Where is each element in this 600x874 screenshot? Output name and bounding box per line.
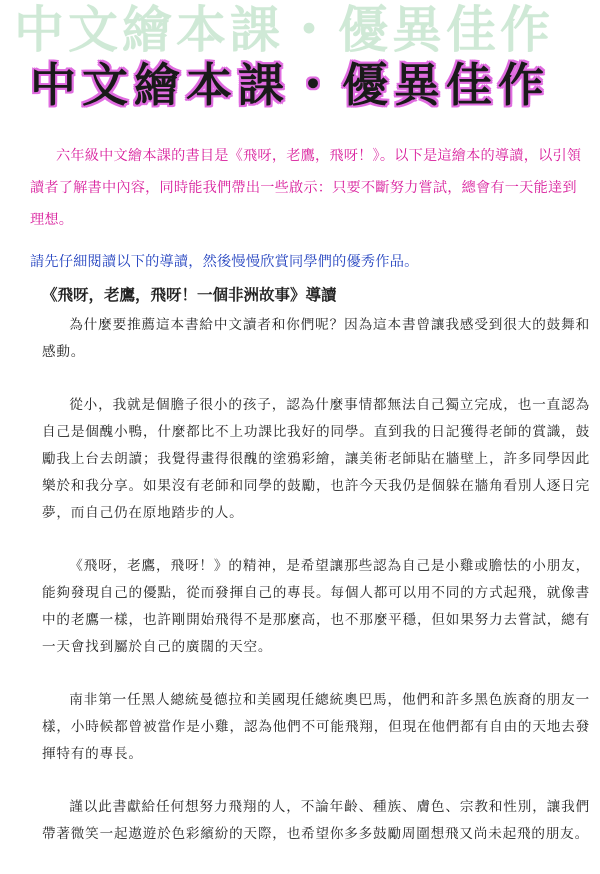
intro-text: 六年級中文繪本課的書目是《飛呀，老鷹，飛呀！》。以下是這繪本的導讀，以引領讀者了解書中內容，同時能我們帶出一些啟示：只要不斷努力嘗試，總會有一天能達到理想。	[30, 148, 582, 228]
guide-title: 《飛呀，老鷹，飛呀！一個非洲故事》導讀	[42, 285, 337, 304]
intro-paragraph	[30, 140, 590, 236]
guide-paragraph: 為什麼要推薦這本書給中文讀者和你們呢？因為這本書曾讓我感受到很大的鼓舞和感動。	[42, 317, 590, 360]
page-title: 中文繪本課・優異佳作	[30, 58, 550, 112]
guide-paragraph: 《飛呀，老鷹，飛呀！》的精神，是希望讓那些認為自己是小雞或膽怯的小朋友，能夠發現自己的優點，從而發揮自己的專長。每個人都可以用不同的方式起飛，就像書中的老鷹一樣，也許剛開始飛得不是那麼高，也不那麼平穩，但如果努力去嘗試，總有一天會找到屬於自己的廣闊的天空。	[42, 558, 590, 655]
reading-guide	[22, 282, 590, 874]
guide-paragraph: 南非第一任黑人總統曼德拉和美國現任總統奧巴馬，他們和許多黑色族裔的朋友一樣，小時候都曾被當作是小雞，認為他們不可能飛翔，但現在他們都有自由的天地去發揮特有的專長。	[42, 692, 590, 762]
guide-paragraph: 謹以此書獻給任何想努力飛翔的人，不論年齡、種族、膚色、宗教和性別，讓我們帶著微笑一起遨遊於色彩繽紛的天際，也希望你多多鼓勵周圍想飛又尚未起飛的朋友。	[42, 799, 590, 842]
guide-paragraph: 從小，我就是個膽子很小的孩子，認為什麼事情都無法自己獨立完成，也一直認為自己是個醜小鴨，什麼都比不上功課比我好的同學。直到我的日記獲得老師的賞識，鼓勵我上台去朗讀；我覺得畫得很醜的塗鴉彩繪，讓美術老師貼在牆壁上，許多同學因此樂於和我分享。如果沒有老師和同學的鼓勵，也許今天我仍是個躲在牆角看別人逐日完夢，而自己仍在原地踏步的人。	[42, 397, 590, 521]
instruction-text: 請先仔細閱讀以下的導讀，然後慢慢欣賞同學們的優秀作品。	[30, 254, 419, 270]
watermark-title: 中文繪本課・優異佳作	[14, 1, 554, 59]
